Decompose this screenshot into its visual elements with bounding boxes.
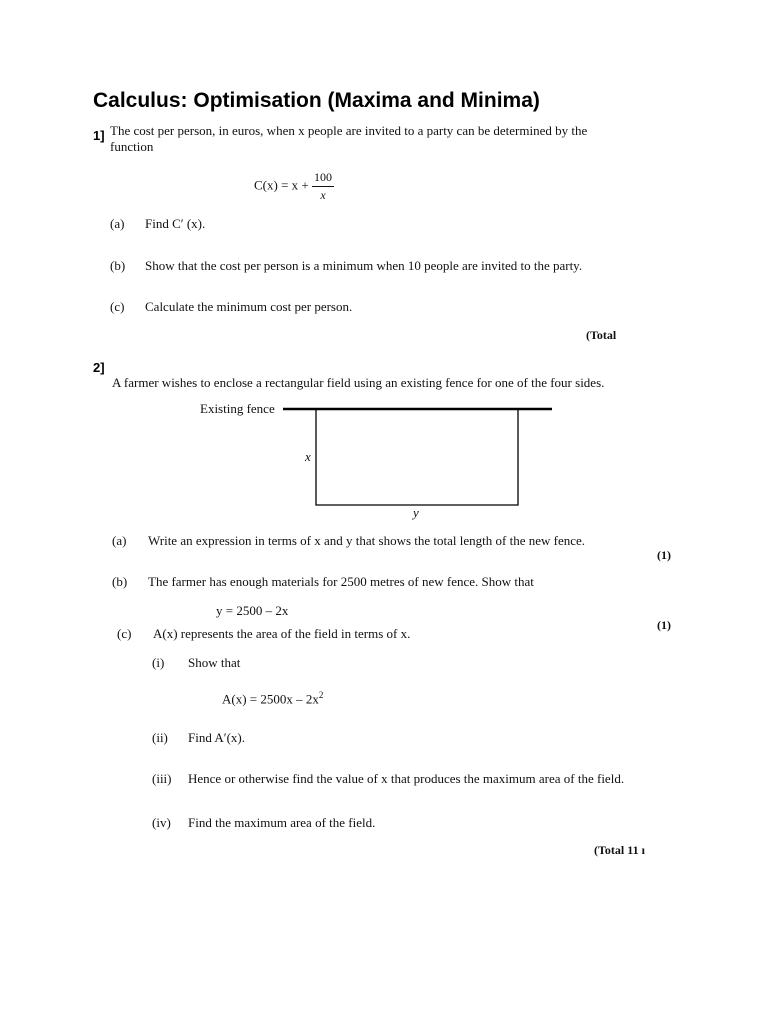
- side-x-letter: x: [305, 449, 311, 464]
- page-title: Calculus: Optimisation (Maxima and Minima): [93, 89, 540, 112]
- area-formula-exponent: 2: [318, 690, 324, 700]
- fraction-denominator: x: [320, 188, 326, 202]
- question-2-part-a-label: (a): [112, 533, 127, 548]
- question-1-part-c-text: Calculate the minimum cost per person.: [145, 299, 353, 314]
- question-1-number: 1]: [93, 128, 105, 143]
- question-2-total: (Total 11 ı: [594, 843, 645, 857]
- question-1-part-a-label: (a): [110, 216, 125, 231]
- question-2-part-c-i-label: (i): [152, 655, 165, 670]
- question-2-part-a-marks: (1): [657, 548, 671, 562]
- question-1-total: (Total: [586, 328, 617, 342]
- question-1-part-b-label: (b): [110, 258, 126, 273]
- question-1-intro-line1: The cost per person, in euros, when x people are invited to a party can be determined by the: [110, 123, 588, 138]
- question-2-part-c-iv-text: Find the maximum area of the field.: [188, 815, 376, 830]
- fraction-numerator: 100: [312, 170, 334, 187]
- question-2-part-c-ii-text: Find A′(x).: [188, 730, 246, 745]
- question-2-part-c-formula: [222, 690, 323, 707]
- side-y-letter: y: [413, 505, 419, 520]
- question-2-part-c-label: (c): [117, 626, 132, 641]
- question-2-part-c-iii-text: Hence or otherwise find the value of x that produces the maximum area of the field.: [188, 771, 625, 786]
- question-2-intro: A farmer wishes to enclose a rectangular field using an existing fence for one of the four sides.: [112, 375, 605, 390]
- question-2-part-b-label: (b): [112, 574, 128, 589]
- existing-fence-label: Existing fence: [200, 401, 275, 416]
- diagram-label-y: [413, 505, 419, 521]
- question-1-part-a-text: Find C′ (x).: [145, 216, 206, 231]
- question-2-part-c-text: A(x) represents the area of the field in terms of x.: [153, 626, 411, 641]
- question-2-part-c-iv-label: (iv): [152, 815, 171, 830]
- question-2-part-b-formula: y = 2500 – 2x: [216, 603, 289, 618]
- diagram-label-x: [305, 449, 311, 465]
- question-2-part-b-marks: (1): [657, 618, 671, 632]
- question-2-part-b-text: The farmer has enough materials for 2500 metres of new fence. Show that: [148, 574, 534, 589]
- question-1-part-c-label: (c): [110, 299, 125, 314]
- area-formula: A(x) = 2500x – 2x: [222, 691, 319, 707]
- question-2-part-c-i-text: Show that: [188, 655, 241, 670]
- question-2-part-a-text: Write an expression in terms of x and y that shows the total length of the new fence.: [148, 533, 586, 548]
- question-1-intro-line2: function: [110, 139, 154, 154]
- new-fence-rectangle: [316, 410, 518, 505]
- question-2-number: 2]: [93, 360, 105, 375]
- question-2-part-c-iii-label: (iii): [152, 771, 172, 786]
- question-1-part-b-text: Show that the cost per person is a minimum when 10 people are invited to the party.: [145, 258, 583, 273]
- question-2-part-c-ii-label: (ii): [152, 730, 168, 745]
- formula-lhs: C(x) = x +: [254, 177, 309, 193]
